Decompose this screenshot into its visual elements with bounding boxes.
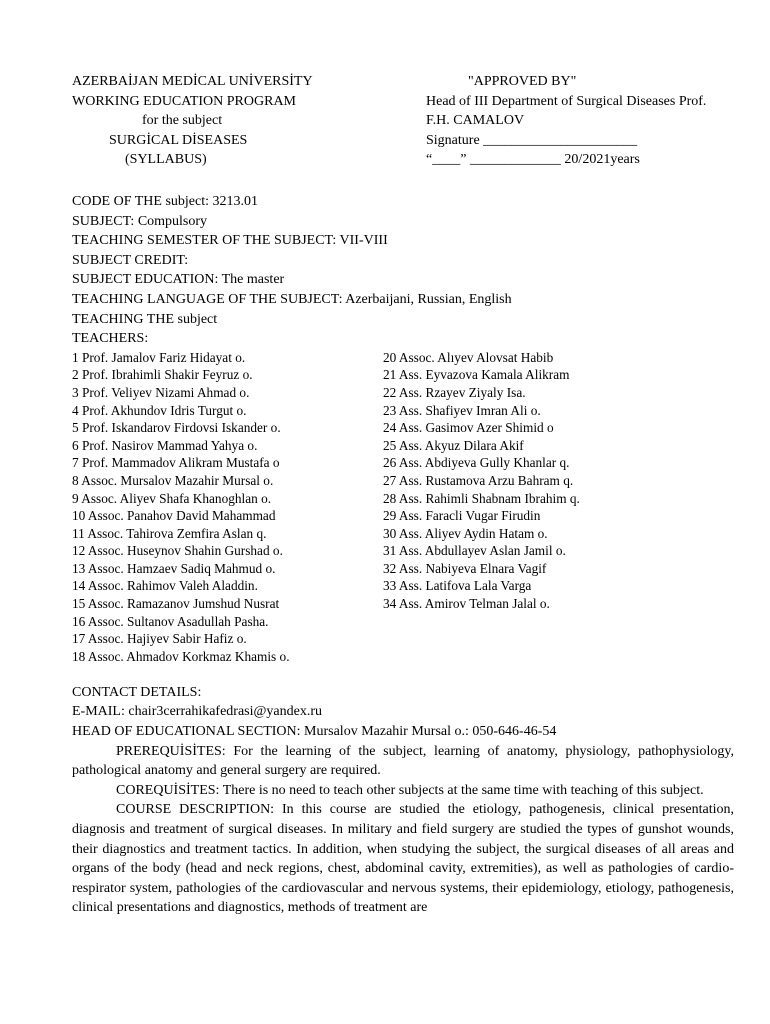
syllabus-label: (SYLLABUS) xyxy=(125,152,207,168)
date-line: “____” _____________ 20/2021years xyxy=(426,152,640,168)
teacher-item: 6 Prof. Nasirov Mammad Yahya o. xyxy=(72,437,258,453)
document-header xyxy=(72,72,734,172)
teacher-item: 1 Prof. Jamalov Fariz Hidayat o. xyxy=(72,349,246,365)
contact-section xyxy=(72,683,734,918)
teacher-item: 12 Assoc. Huseynov Shahin Gurshad o. xyxy=(72,543,283,559)
subject-education: SUBJECT EDUCATION: The master xyxy=(72,272,285,288)
teacher-item: 31 Ass. Abdullayev Aslan Jamil o. xyxy=(383,543,566,559)
teacher-item: 9 Assoc. Aliyev Shafa Khanoghlan o. xyxy=(72,490,272,506)
teacher-item: 14 Assoc. Rahimov Valeh Aladdin. xyxy=(72,578,258,594)
teacher-item: 29 Ass. Faracli Vugar Firudin xyxy=(383,508,541,524)
teacher-item: 13 Assoc. Hamzaev Sadiq Mahmud o. xyxy=(72,560,276,576)
course-description-paragraph: COURSE DESCRIPTION: In this course are studied the etiology, pathogenesis, clinical presentation, diagnosis and treatment of surgical diseases. In military and field surgery are studied the types of gunshot wounds, their diagnostics and treatment tactics. In addition, when studying the subject, the surgical diseases of all areas and organs of the body (head and neck regions, chest, abdominal cavity, extremities), as well as pathologies of cardio-respirator system, pathologies of the cardiovascular and nervous systems, their epidemiology, etiology, pathogenesis, clinical presentations and diagnostics, methods of treatment are xyxy=(72,802,734,916)
teacher-item: 24 Ass. Gasimov Azer Shimid o xyxy=(383,420,554,436)
syllabus-page xyxy=(72,72,734,918)
prerequisites-paragraph: PREREQUİSİTES: For the learning of the subject, learning of anatomy, physiology, pathophysiology, pathological anatomy and general surgery are required. xyxy=(72,743,734,779)
contact-heading: CONTACT DETAILS: xyxy=(72,684,202,700)
teaching-language: TEACHING LANGUAGE OF THE SUBJECT: Azerbaijani, Russian, English xyxy=(72,291,512,307)
subject-meta xyxy=(72,192,734,349)
teacher-item: 16 Assoc. Sultanov Asadullah Pasha. xyxy=(72,613,269,629)
subject-type: SUBJECT: Compulsory xyxy=(72,213,208,229)
subject-name: SURGİCAL DİSEASES xyxy=(109,132,248,148)
teacher-item: 4 Prof. Akhundov Idris Turgut o. xyxy=(72,402,247,418)
teacher-item: 11 Assoc. Tahirova Zemfira Aslan q. xyxy=(72,525,267,541)
subject-credit: SUBJECT CREDIT: xyxy=(72,252,189,268)
signature-line: Signature ______________________ xyxy=(426,132,638,148)
teacher-item: 20 Assoc. Alıyev Alovsat Habib xyxy=(383,349,554,365)
teacher-item: 25 Ass. Akyuz Dilara Akif xyxy=(383,437,524,453)
teachers-column-right xyxy=(383,349,580,613)
contact-email: E-MAIL: chair3cerrahikafedrasi@yandex.ru xyxy=(72,704,322,720)
teacher-item: 5 Prof. Iskandarov Firdovsi Iskander o. xyxy=(72,420,281,436)
corequisites-paragraph: COREQUİSİTES: There is no need to teach other subjects at the same time with teaching of this subject. xyxy=(116,782,704,798)
teacher-item: 17 Assoc. Hajiyev Sabir Hafiz o. xyxy=(72,631,247,647)
teachers-column-left xyxy=(72,349,290,666)
approver-name: F.H. CAMALOV xyxy=(426,113,525,129)
contact-head: HEAD OF EDUCATIONAL SECTION: Mursalov Mazahir Mursal o.: 050-646-46-54 xyxy=(72,723,557,739)
teacher-item: 18 Assoc. Ahmadov Korkmaz Khamis o. xyxy=(72,648,290,664)
subject-code: CODE OF THE subject: 3213.01 xyxy=(72,194,259,209)
teacher-item: 33 Ass. Latifova Lala Varga xyxy=(383,578,532,594)
teacher-item: 32 Ass. Nabiyeva Elnara Vagif xyxy=(383,560,547,576)
program-title: WORKING EDUCATION PROGRAM xyxy=(72,93,296,109)
university-name: AZERBAİJAN MEDİCAL UNİVERSİTY xyxy=(72,74,313,89)
teacher-item: 26 Ass. Abdiyeva Gully Khanlar q. xyxy=(383,455,570,471)
approved-by-label: "APPROVED BY" xyxy=(468,74,577,89)
teachers-list xyxy=(72,349,734,665)
approver-title: Head of III Department of Surgical Diseases Prof. xyxy=(426,93,707,109)
teacher-item: 7 Prof. Mammadov Alikram Mustafa o xyxy=(72,455,280,471)
program-subtitle: for the subject xyxy=(142,113,223,129)
teacher-item: 34 Ass. Amirov Telman Jalal o. xyxy=(383,596,550,612)
teacher-item: 3 Prof. Veliyev Nizami Ahmad o. xyxy=(72,384,250,400)
teacher-item: 22 Ass. Rzayev Ziyaly Isa. xyxy=(383,384,526,400)
teacher-item: 30 Ass. Aliyev Aydin Hatam o. xyxy=(383,525,548,541)
teacher-item: 27 Ass. Rustamova Arzu Bahram q. xyxy=(383,472,574,488)
university-block xyxy=(72,72,402,170)
teacher-item: 10 Assoc. Panahov David Mahammad xyxy=(72,508,276,524)
teacher-item: 23 Ass. Shafiyev Imran Ali o. xyxy=(383,402,541,418)
teacher-item: 21 Ass. Eyvazova Kamala Alikram xyxy=(383,367,570,383)
teacher-item: 2 Prof. Ibrahimli Shakir Feyruz o. xyxy=(72,367,253,383)
teaching-the-subject: TEACHING THE subject xyxy=(72,311,218,327)
teacher-item: 8 Assoc. Mursalov Mazahir Mursal o. xyxy=(72,472,274,488)
approval-block xyxy=(426,72,736,170)
teacher-item: 15 Assoc. Ramazanov Jumshud Nusrat xyxy=(72,596,280,612)
teachers-heading: TEACHERS: xyxy=(72,331,149,347)
teaching-semester: TEACHING SEMESTER OF THE SUBJECT: VII-VIII xyxy=(72,233,388,249)
teacher-item: 28 Ass. Rahimli Shabnam Ibrahim q. xyxy=(383,490,580,506)
